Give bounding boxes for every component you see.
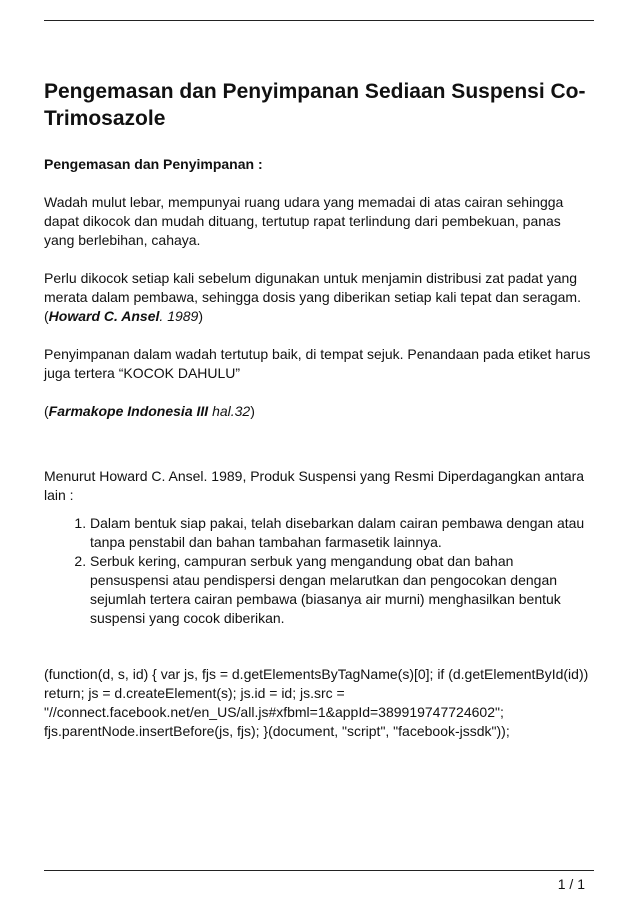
reference-source: Farmakope Indonesia III bbox=[48, 403, 209, 419]
section-subheading: Pengemasan dan Penyimpanan : bbox=[44, 156, 263, 172]
list-item: 2. Serbuk kering, campuran serbuk yang mengandung obat dan bahan pensuspensi atau pendispersi dengan melarutkan dan pengocokan dengan sejumlah tertera cairan pembawa (biasanya air murni) menghasilkan bentuk suspensi yang cocok diberikan. bbox=[90, 552, 592, 628]
document-body bbox=[44, 78, 592, 741]
reference-page: hal.32 bbox=[212, 403, 251, 419]
reference-line bbox=[44, 402, 592, 421]
header-rule bbox=[44, 20, 594, 21]
reference-open: ( bbox=[44, 403, 49, 419]
list-intro: Menurut Howard C. Ansel. 1989, Produk Suspensi yang Resmi Diperdagangkan antara lain : bbox=[44, 468, 585, 503]
list-item: 1. Dalam bentuk siap pakai, telah disebarkan dalam cairan pembawa dengan atau tanpa penstabil dan bahan tambahan farmasetik lainnya. bbox=[90, 514, 592, 552]
citation-author: Howard C. Ansel bbox=[48, 308, 160, 324]
page-indicator: 1 / 1 bbox=[557, 876, 585, 892]
citation-separator: . bbox=[159, 308, 168, 324]
footer-rule bbox=[44, 870, 594, 871]
citation-year: 1989 bbox=[167, 308, 199, 324]
paragraph-shaking-text: Perlu dikocok setiap kali sebelum digunakan untuk menjamin distribusi zat padat yang merata dalam pembawa, sehingga dosis yang diberikan setiap kali tepat dan seragam. ( bbox=[44, 270, 581, 324]
embedded-script-text: (function(d, s, id) { var js, fjs = d.getElementsByTagName(s)[0]; if (d.getElementById(id)) return; js = d.createElement(s); js.id = id; js.src = "//connect.facebook.net/en_US/all.js#xfbml=1&appId=389919747724602"; fjs.parentNode.insertBefore(js, fjs); }(document, "script", "facebook-jssdk")); bbox=[44, 666, 589, 739]
paragraph-packaging: Wadah mulut lebar, mempunyai ruang udara yang memadai di atas cairan sehingga dapat dikocok dan mudah dituang, tertutup rapat terlindung dari pembekuan, panas yang berlebihan, cahaya. bbox=[44, 194, 564, 248]
paragraph-storage: Penyimpanan dalam wadah tertutup baik, di tempat sejuk. Penandaan pada etiket harus juga tertera “KOCOK DAHULU” bbox=[44, 346, 591, 381]
paragraph-shaking bbox=[44, 269, 592, 326]
product-list bbox=[44, 514, 592, 628]
document-title: Pengemasan dan Penyimpanan Sediaan Suspensi Co-Trimosazole bbox=[44, 80, 586, 130]
citation-close: ) bbox=[198, 308, 204, 324]
reference-close: ) bbox=[250, 403, 255, 419]
